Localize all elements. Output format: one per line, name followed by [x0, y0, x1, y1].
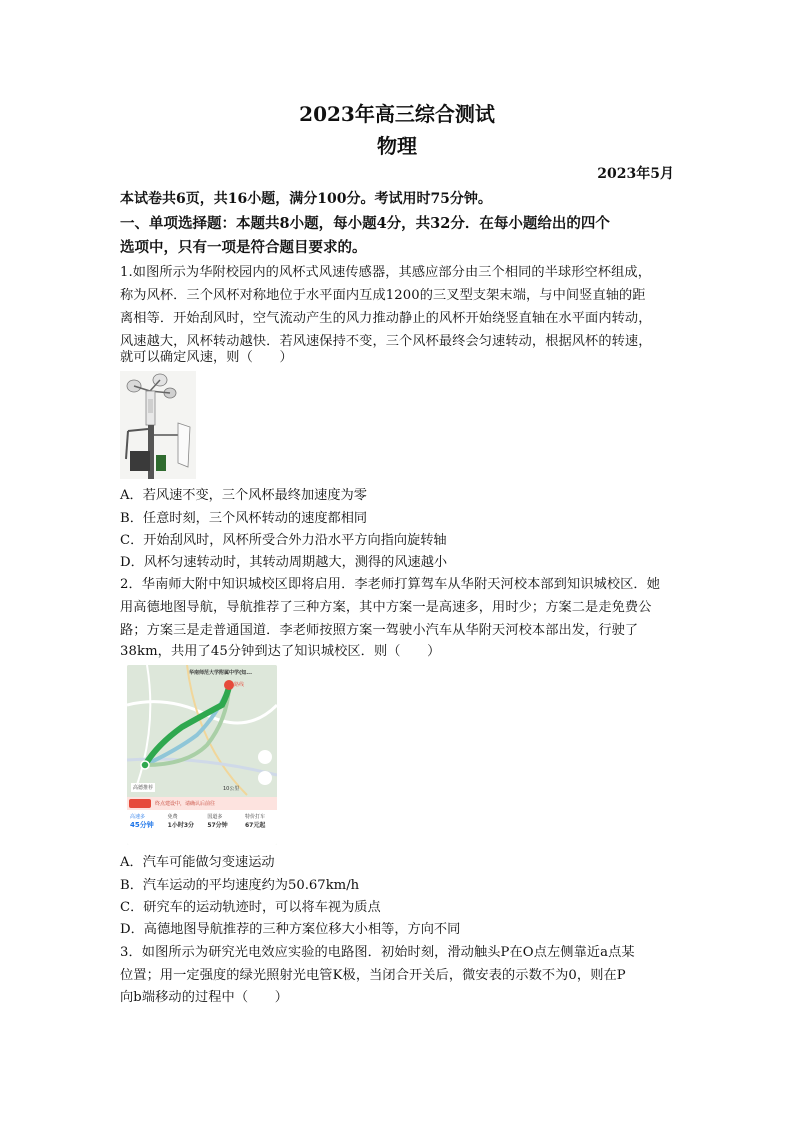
exam-date: 2023年5月	[597, 166, 674, 182]
question-2-option-b: B．汽车运动的平均速度约为50.67km/h	[120, 878, 360, 893]
map-alert-banner: 终点建设中，请确认后前往	[155, 801, 216, 807]
route-option-label: 高速多	[130, 814, 146, 820]
question-1-line: 就可以确定风速，则（ ）	[120, 350, 293, 365]
question-3-line: 3．如图所示为研究光电效应实验的电路图．初始时刻，滑动触头P在O点左侧靠近a点某	[120, 945, 635, 960]
question-2-line: 用高德地图导航，导航推荐了三种方案，其中方案一是高速多，用时少；方案二是走免费公	[120, 600, 652, 615]
question-2-option-c: C．研究车的运动轨迹时，可以将车视为质点	[120, 900, 381, 915]
question-2-line: 路；方案三是走普通国道．李老师按照方案一驾驶小汽车从华附天河校本部出发，行驶了	[120, 623, 639, 638]
question-2-line: 2．华南师大附中知识城校区即将启用．李老师打算驾车从华附天河校本部到知识城校区．她	[120, 577, 660, 592]
route-option	[207, 813, 241, 843]
route-option-time: 67元起	[244, 822, 266, 829]
map-route-pill: 路线	[234, 682, 245, 688]
section-heading-line2: 选项中，只有一项是符合题目要求的。	[120, 239, 367, 256]
map-route-options	[130, 813, 275, 843]
route-option-time: 57分钟	[207, 822, 228, 829]
exam-intro: 本试卷共6页，共16小题，满分100分。考试用时75分钟。	[120, 191, 492, 207]
question-3-line: 向b端移动的过程中（ ）	[120, 990, 288, 1005]
route-option-time: 45分钟	[130, 821, 154, 829]
question-3-line: 位置；用一定强度的绿光照射光电管K极，当闭合开关后，微安表的示数不为0，则在P	[120, 968, 626, 983]
map-destination-label: 华南师范大学附属中学(知...	[189, 670, 252, 676]
exam-title: 2023年高三综合测试	[299, 102, 495, 126]
anemometer-photo	[120, 371, 196, 479]
question-1-option-d: D．风杯匀速转动时，其转动周期越大，测得的风速越小	[120, 555, 448, 570]
exam-subject: 物理	[377, 134, 417, 158]
route-option-time: 1小时3分	[167, 822, 195, 829]
route-option-label: 特价打车	[244, 814, 265, 820]
question-1-line: 称为风杯．三个风杯对称地位于水平面内互成1200的三叉型支架末端，与中间竖直轴的距	[120, 288, 646, 303]
question-2-line: 38km，共用了45分钟到达了知识城校区．则（ ）	[120, 644, 441, 659]
question-1-option-b: B．任意时刻，三个风杯转动的速度都相同	[120, 511, 368, 526]
question-1-line: 1.如图所示为华附校园内的风杯式风速传感器，其感应部分由三个相同的半球形空杯组成，	[120, 265, 651, 280]
question-2-option-d: D．高德地图导航推荐的三种方案位移大小相等，方向不同	[120, 922, 461, 937]
question-1-option-a: A．若风速不变，三个风杯最终加速度为零	[120, 488, 367, 503]
map-scale-label: 10公里	[223, 786, 240, 792]
route-option	[245, 813, 275, 843]
question-1-line: 风速越大，风杯转动越快．若风速保持不变，三个风杯最终会匀速转动，根据风杯的转速，	[120, 334, 652, 349]
route-option	[168, 813, 204, 843]
section-heading-line1: 一、单项选择题：本题共8小题，每小题4分，共32分．在每小题给出的四个	[120, 215, 610, 232]
question-2-option-a: A．汽车可能做匀变速运动	[120, 855, 275, 870]
question-1-line: 离相等．开始刮风时，空气流动产生的风力推动静止的风杯开始绕竖直轴在水平面内转动，	[120, 311, 652, 326]
route-option-label: 免费	[167, 814, 178, 820]
navigation-map-screenshot	[127, 665, 277, 845]
route-option	[130, 813, 164, 843]
question-1-option-c: C．开始刮风时，风杯所受合外力沿水平方向指向旋转轴	[120, 533, 447, 548]
map-nav-label: 高德推荐	[133, 785, 154, 791]
route-option-label: 国道多	[207, 814, 223, 820]
